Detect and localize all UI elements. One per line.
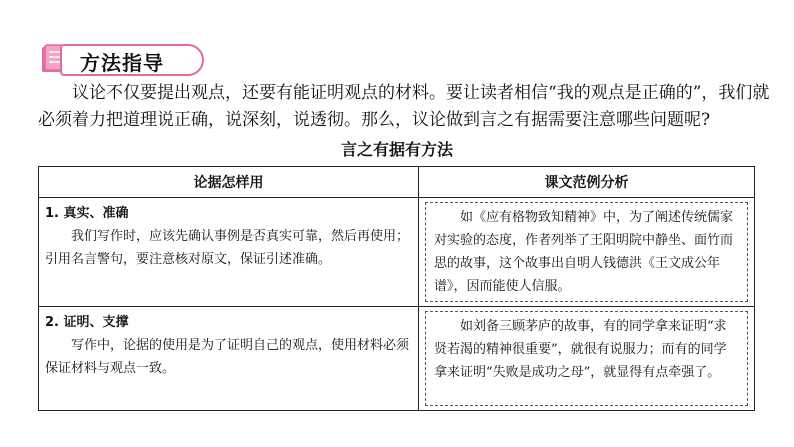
table-title: 言之有据有方法 bbox=[340, 140, 453, 159]
method-heading: 2. 证明、支撑 bbox=[45, 315, 129, 330]
table-row bbox=[39, 307, 755, 411]
example-cell bbox=[419, 307, 755, 411]
section-header bbox=[40, 44, 200, 78]
example-cell bbox=[419, 198, 755, 307]
section-title: 方法指导 bbox=[80, 51, 164, 75]
example-text: 如刘备三顾茅庐的故事，有的同学拿来证明“求贤若渴的精神很重要”，就很有说服力；而有的同学拿来证明“失败是成功之母”，就显得有点牵强了。 bbox=[425, 311, 748, 406]
column-header-example: 课文范例分析 bbox=[419, 167, 755, 198]
intro-paragraph bbox=[38, 80, 778, 134]
method-heading: 1. 真实、准确 bbox=[45, 206, 129, 221]
table-header-row bbox=[39, 167, 755, 198]
column-header-usage: 论据怎样用 bbox=[39, 167, 419, 198]
method-text: 写作中，论据的使用是为了证明自己的观点，使用材料必须保证材料与观点一致。 bbox=[45, 338, 410, 376]
method-text: 我们写作时，应该先确认事例是否真实可靠，然后再使用；引用名言警句，要注意核对原文，保证引述准确。 bbox=[45, 229, 410, 267]
intro-text: 议论不仅要提出观点，还要有能证明观点的材料。要让读者相信“我的观点是正确的”，我们就必须着力把道理说正确，说深刻，说透彻。那么，议论做到言之有据需要注意哪些问题呢? bbox=[38, 83, 770, 130]
table-row bbox=[39, 198, 755, 307]
method-cell bbox=[39, 198, 419, 307]
method-cell bbox=[39, 307, 419, 411]
methods-table bbox=[38, 166, 755, 411]
example-text: 如《应有格物致知精神》中，为了阐述传统儒家对实验的态度，作者列举了王阳明院中静坐、面竹而思的故事，这个故事出自明人钱德洪《王文成公年谱》，因而能使人信服。 bbox=[425, 202, 748, 302]
